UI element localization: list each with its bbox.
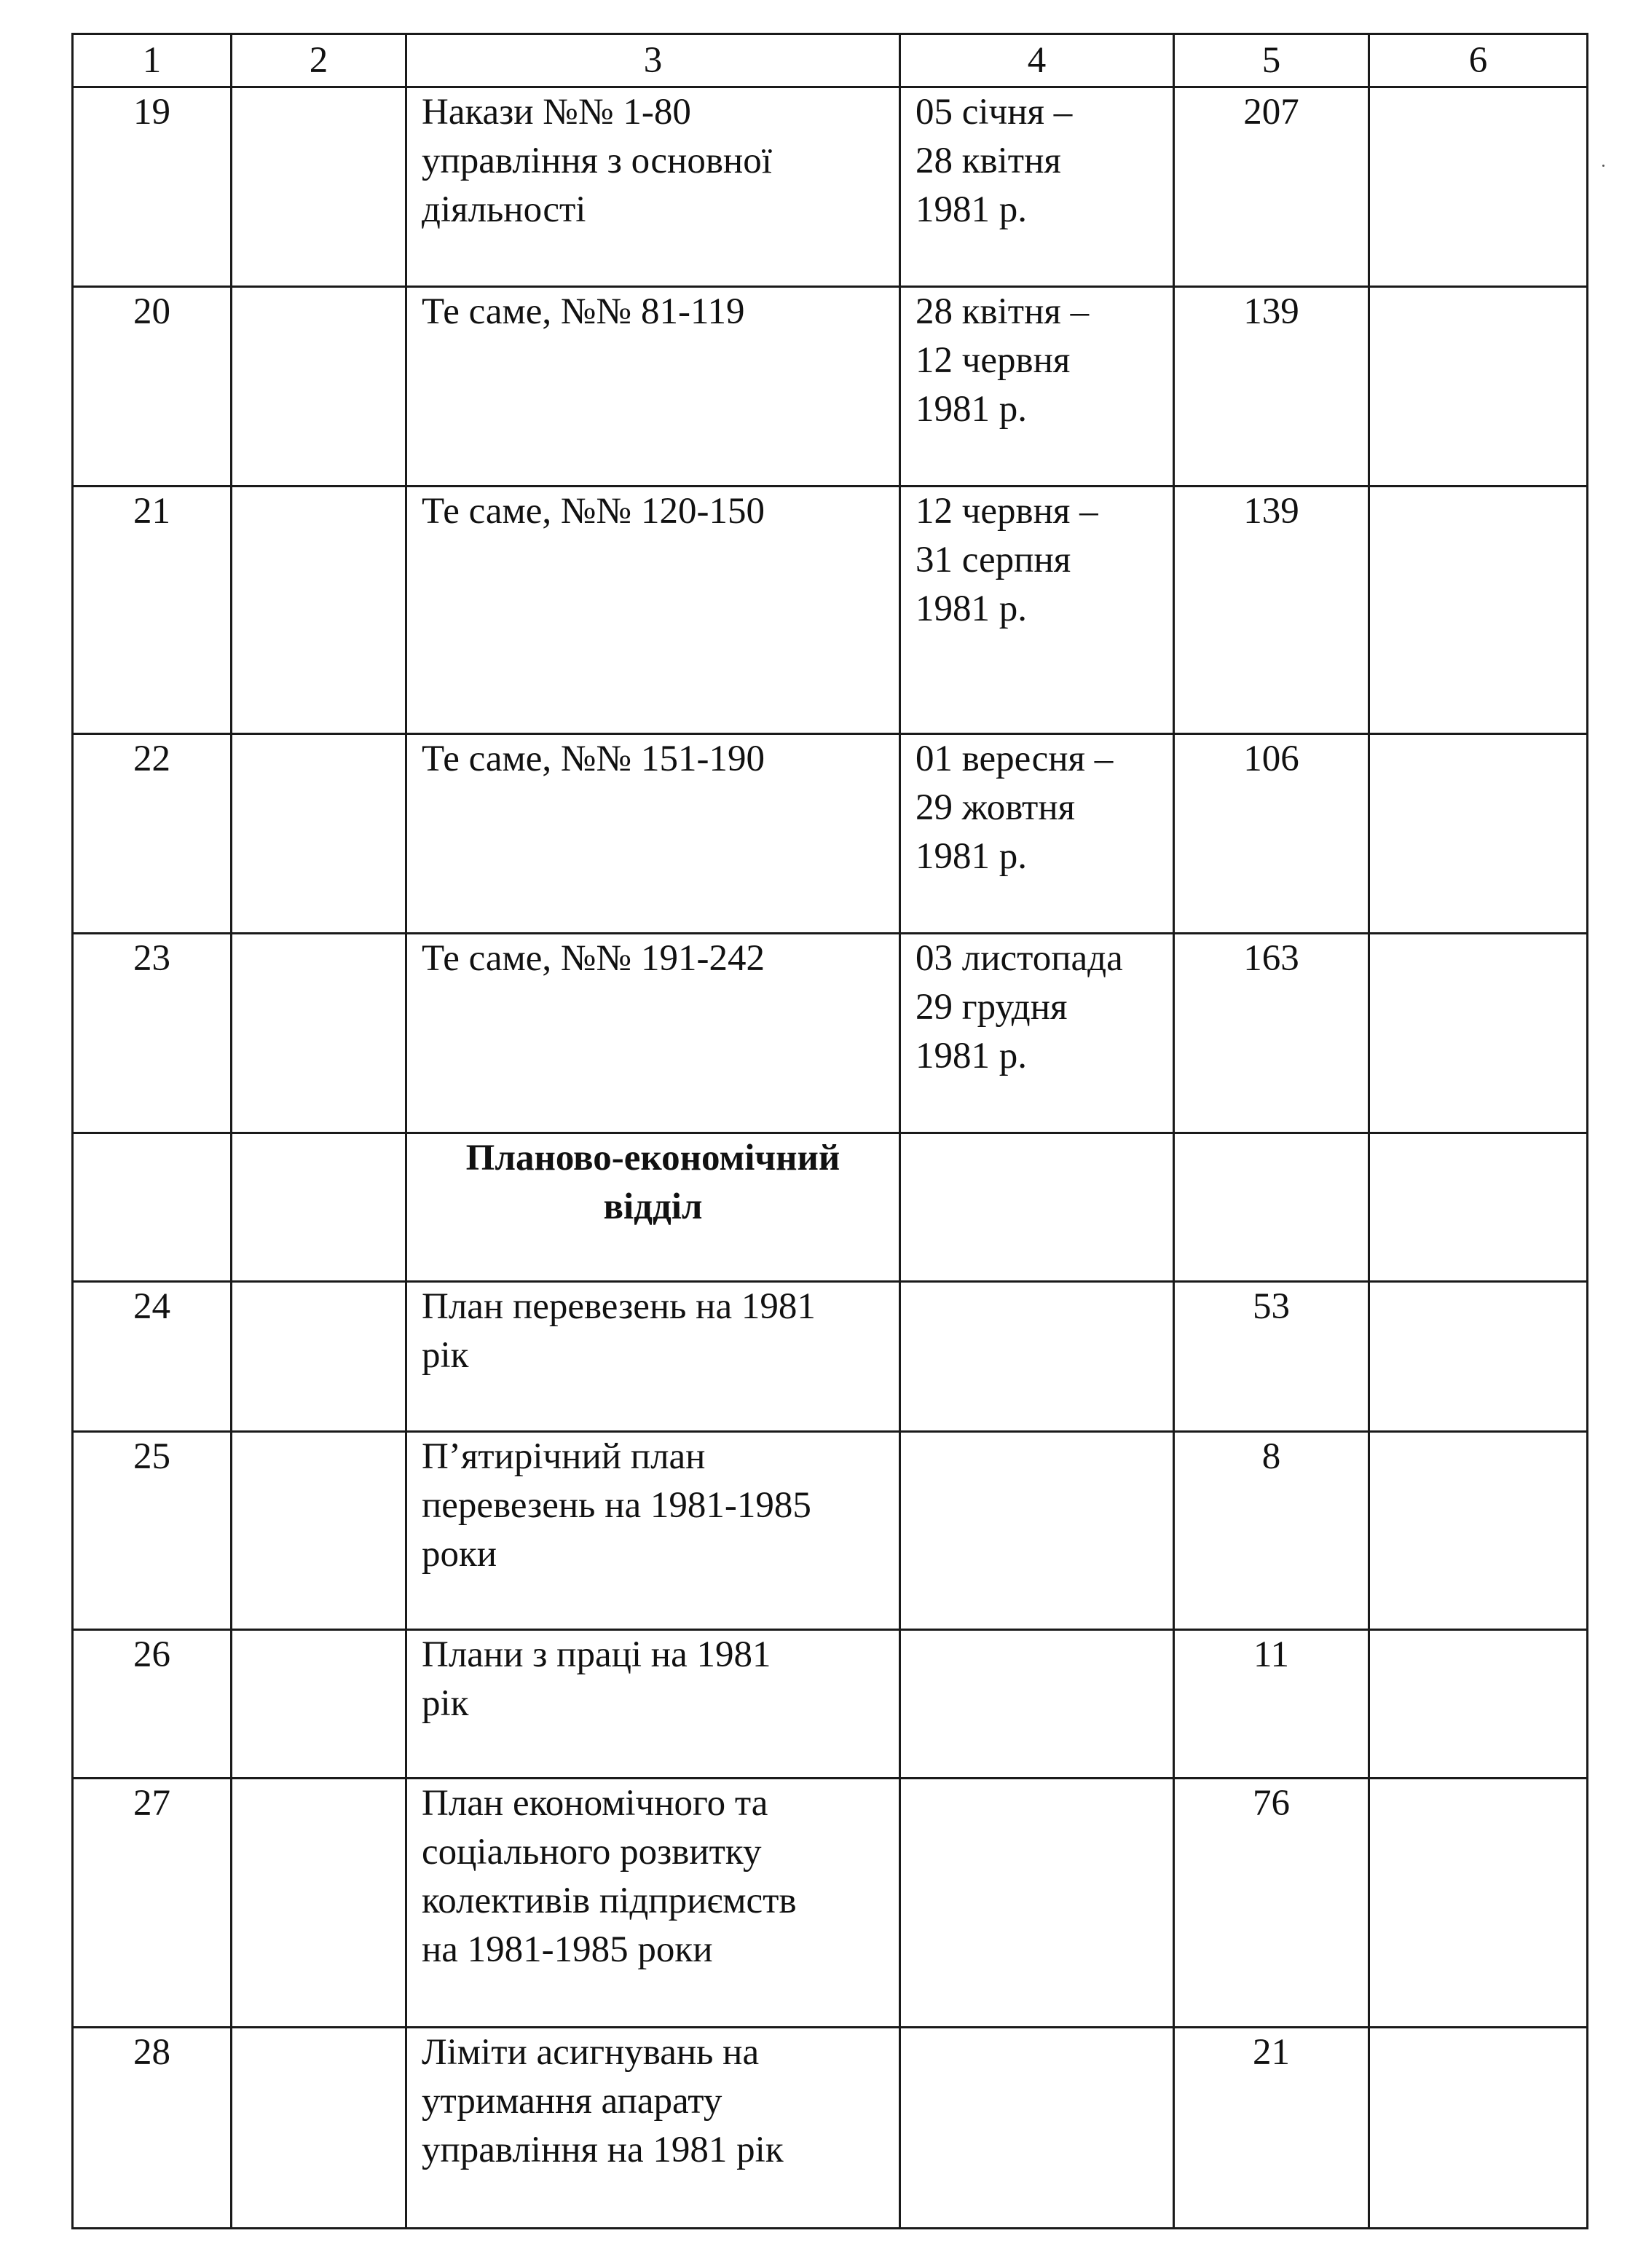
- item-number: 22: [73, 734, 232, 934]
- item-index: [232, 734, 406, 934]
- item-sheet-count: 11: [1174, 1630, 1369, 1779]
- item-note: [1369, 287, 1588, 487]
- section-heading-row: [73, 1133, 1588, 1282]
- item-title: Те саме, №№ 151-190: [406, 734, 900, 934]
- table-row: [73, 87, 1588, 287]
- item-index: [232, 1630, 406, 1779]
- inventory-table: [71, 33, 1588, 2229]
- item-title: Ліміти асигнувань на утримання апарату управління на 1981 рік: [406, 2028, 900, 2229]
- item-title: П’ятирічний план перевезень на 1981-1985 роки: [406, 1432, 900, 1630]
- table-row: [73, 934, 1588, 1133]
- item-index: [232, 87, 406, 287]
- item-dates: [900, 2028, 1174, 2229]
- column-number: 4: [900, 34, 1174, 87]
- item-dates: [900, 1630, 1174, 1779]
- item-sheet-count: 53: [1174, 1282, 1369, 1432]
- item-index: [232, 1282, 406, 1432]
- item-note: [1369, 487, 1588, 734]
- table-row: [73, 487, 1588, 734]
- table-row: [73, 734, 1588, 934]
- item-dates: 01 вересня – 29 жовтня 1981 р.: [900, 734, 1174, 934]
- item-note: [1369, 1630, 1588, 1779]
- item-dates: 05 січня – 28 квітня 1981 р.: [900, 87, 1174, 287]
- empty-cell: [1174, 1133, 1369, 1282]
- item-number: 25: [73, 1432, 232, 1630]
- item-dates: 12 червня – 31 серпня 1981 р.: [900, 487, 1174, 734]
- item-dates: 28 квітня – 12 червня 1981 р.: [900, 287, 1174, 487]
- item-note: [1369, 1432, 1588, 1630]
- item-note: [1369, 2028, 1588, 2229]
- empty-cell: [900, 1133, 1174, 1282]
- item-dates: 03 листопада 29 грудня 1981 р.: [900, 934, 1174, 1133]
- item-index: [232, 287, 406, 487]
- item-sheet-count: 207: [1174, 87, 1369, 287]
- table-row: [73, 1282, 1588, 1432]
- item-title: Те саме, №№ 120-150: [406, 487, 900, 734]
- item-note: [1369, 87, 1588, 287]
- item-sheet-count: 139: [1174, 287, 1369, 487]
- item-sheet-count: 76: [1174, 1779, 1369, 2028]
- item-note: [1369, 1779, 1588, 2028]
- item-index: [232, 1432, 406, 1630]
- item-number: 20: [73, 287, 232, 487]
- column-number: 2: [232, 34, 406, 87]
- empty-cell: [73, 1133, 232, 1282]
- table-row: [73, 1432, 1588, 1630]
- item-index: [232, 934, 406, 1133]
- item-title: Те саме, №№ 81-119: [406, 287, 900, 487]
- column-number: 3: [406, 34, 900, 87]
- item-dates: [900, 1432, 1174, 1630]
- item-index: [232, 487, 406, 734]
- empty-cell: [1369, 1133, 1588, 1282]
- item-title: Те саме, №№ 191-242: [406, 934, 900, 1133]
- item-number: 21: [73, 487, 232, 734]
- item-dates: [900, 1779, 1174, 2028]
- item-index: [232, 1779, 406, 2028]
- empty-cell: [232, 1133, 406, 1282]
- scan-speck: [1602, 165, 1604, 167]
- item-number: 23: [73, 934, 232, 1133]
- column-number: 6: [1369, 34, 1588, 87]
- item-sheet-count: 8: [1174, 1432, 1369, 1630]
- table-row: [73, 2028, 1588, 2229]
- item-note: [1369, 734, 1588, 934]
- item-sheet-count: 106: [1174, 734, 1369, 934]
- column-number: 5: [1174, 34, 1369, 87]
- item-note: [1369, 934, 1588, 1133]
- item-number: 28: [73, 2028, 232, 2229]
- item-index: [232, 2028, 406, 2229]
- item-number: 24: [73, 1282, 232, 1432]
- table-row: [73, 287, 1588, 487]
- section-heading: Планово-економічний відділ: [406, 1133, 900, 1282]
- item-dates: [900, 1282, 1174, 1432]
- column-number: 1: [73, 34, 232, 87]
- table-row: [73, 1630, 1588, 1779]
- column-number-row: [73, 34, 1588, 87]
- item-number: 27: [73, 1779, 232, 2028]
- item-sheet-count: 21: [1174, 2028, 1369, 2229]
- item-sheet-count: 163: [1174, 934, 1369, 1133]
- item-number: 26: [73, 1630, 232, 1779]
- item-number: 19: [73, 87, 232, 287]
- item-title: План перевезень на 1981 рік: [406, 1282, 900, 1432]
- item-title: Плани з праці на 1981 рік: [406, 1630, 900, 1779]
- item-title: Накази №№ 1-80 управління з основної діяльності: [406, 87, 900, 287]
- item-note: [1369, 1282, 1588, 1432]
- item-title: План економічного та соціального розвитку колективів підприємств на 1981-1985 роки: [406, 1779, 900, 2028]
- table-row: [73, 1779, 1588, 2028]
- item-sheet-count: 139: [1174, 487, 1369, 734]
